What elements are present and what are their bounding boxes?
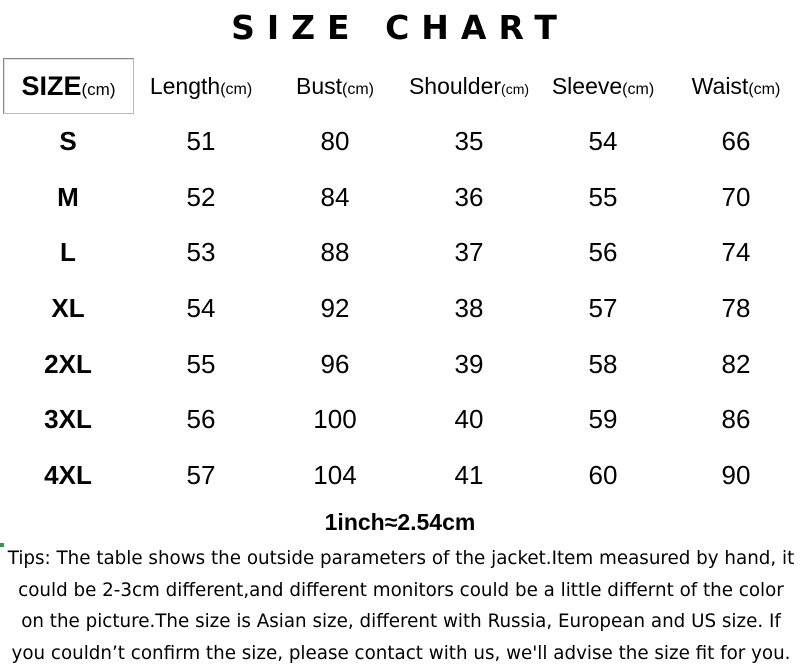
bust-cell: 104	[313, 460, 357, 491]
bust-cell: 88	[320, 237, 350, 268]
shoulder-cell: 37	[454, 237, 484, 268]
size-header-cell	[3, 58, 134, 114]
length-cell: 57	[186, 460, 216, 491]
tips-text: Tips: The table shows the outside parameters of the jacket.Item measured by hand, it could be 2-3cm different,and different monitors could be a little differnt of the color on the picture.The size is Asian size, different with Russia, European and US size. If you couldn’t confirm the size, please contact with us, we'll advise the size fit for you.	[7, 548, 795, 664]
corner-mark-icon	[0, 543, 4, 547]
bust-cell: 100	[313, 404, 357, 435]
header-sleeve: Sleeve(cm)	[551, 73, 655, 99]
bust-cell: 84	[320, 181, 350, 212]
shoulder-cell: 39	[454, 348, 484, 379]
length-cell: 52	[186, 181, 216, 212]
size-cell: XL	[51, 293, 85, 324]
waist-cell: 86	[721, 404, 751, 435]
shoulder-cell: 35	[454, 126, 484, 156]
bust-cell: 96	[320, 348, 350, 379]
size-cell: M	[57, 181, 79, 212]
length-cell: 51	[186, 126, 216, 156]
waist-cell: 70	[721, 181, 751, 212]
waist-cell: 82	[721, 348, 751, 379]
size-cell: 3XL	[44, 404, 92, 435]
size-cell: 2XL	[44, 348, 92, 379]
bust-cell: 80	[320, 126, 350, 156]
size-cell: 4XL	[44, 460, 92, 491]
header-bust: Bust(cm)	[295, 73, 374, 99]
sleeve-cell: 54	[588, 126, 618, 156]
table-row	[0, 281, 800, 337]
waist-cell: 66	[721, 126, 751, 156]
waist-cell: 78	[721, 293, 751, 324]
table-header-row	[0, 58, 800, 114]
table-row	[0, 337, 800, 393]
length-cell: 54	[186, 293, 216, 324]
sleeve-cell: 55	[588, 181, 618, 212]
shoulder-cell: 40	[454, 404, 484, 435]
table-row	[0, 392, 800, 448]
table-row	[0, 170, 800, 226]
shoulder-cell: 38	[454, 293, 484, 324]
header-length: Length(cm)	[149, 73, 253, 99]
header-shoulder: Shoulder(cm)	[408, 73, 530, 99]
length-cell: 56	[186, 404, 216, 435]
unit-conversion-note: 1inch≈2.54cm	[324, 509, 476, 535]
shoulder-cell: 41	[454, 460, 484, 491]
sleeve-cell: 59	[588, 404, 618, 435]
size-cell: L	[60, 237, 76, 268]
size-table	[0, 58, 800, 504]
size-header-unit: (cm)	[81, 80, 116, 99]
length-cell: 55	[186, 348, 216, 379]
bust-cell: 92	[320, 293, 350, 324]
sleeve-cell: 60	[588, 460, 618, 491]
size-cell: S	[59, 126, 77, 156]
size-header-label: SIZE	[21, 71, 82, 101]
table-row	[0, 448, 800, 504]
sleeve-cell: 57	[588, 293, 618, 324]
length-cell: 53	[186, 237, 216, 268]
sleeve-cell: 56	[588, 237, 618, 268]
waist-cell: 74	[721, 237, 751, 268]
header-waist: Waist(cm)	[691, 73, 781, 99]
table-row	[0, 225, 800, 281]
table-row	[0, 114, 800, 170]
shoulder-cell: 36	[454, 181, 484, 212]
chart-title: SIZE CHART	[231, 8, 569, 47]
sleeve-cell: 58	[588, 348, 618, 379]
waist-cell: 90	[721, 460, 751, 491]
